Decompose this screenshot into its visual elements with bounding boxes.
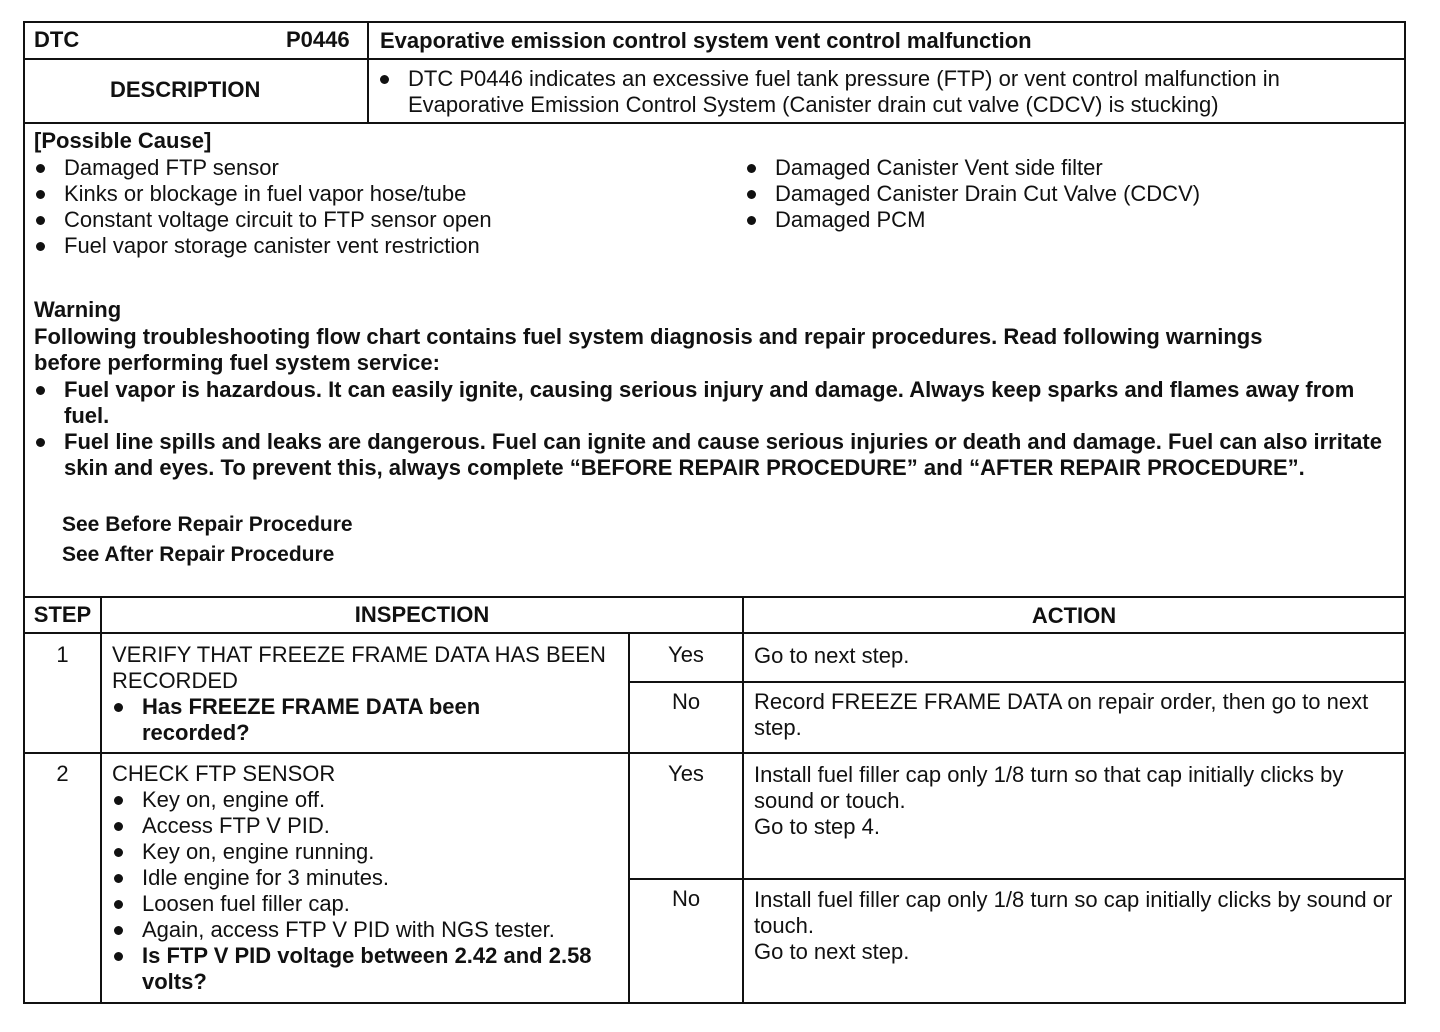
dtc-code: P0446 — [286, 27, 350, 52]
yes-label: Yes — [668, 761, 704, 786]
dtc-label: DTC — [34, 27, 80, 52]
warning-list — [32, 377, 1394, 481]
before-repair-link[interactable]: See Before Repair Procedure — [62, 513, 353, 536]
possible-cause-right-list — [743, 155, 1200, 233]
no-label: No — [671, 886, 701, 911]
rule-step2-yes — [628, 878, 1406, 880]
warning-item: Fuel line spills and leaks are dangerous. Fuel can ignite and cause serious injuries or death and damage. Fuel can also irritate skin and eyes. To prevent this, always complete “BEFORE REPAIR PROCEDURE” and “AFTER REPAIR PROCEDURE”. — [32, 429, 1394, 481]
cause-item: Damaged Canister Vent side filter — [743, 155, 1200, 181]
warning-item: Fuel vapor is hazardous. It can easily ignite, causing serious injury and damage. Always keep sparks and flames away from fuel. — [32, 377, 1394, 429]
no-action: Install fuel filler cap only 1/8 turn so cap initially clicks by sound or touch. — [754, 887, 1393, 938]
description-label: DESCRIPTION — [110, 77, 261, 102]
yes-action: Install fuel filler cap only 1/8 turn so that cap initially clicks by sound or touch. — [754, 762, 1344, 813]
dtc-title: Evaporative emission control system vent control malfunction — [380, 28, 1032, 53]
rule-header — [23, 58, 1406, 60]
step-bullet: Idle engine for 3 minutes. — [110, 865, 622, 891]
step-bullet: Again, access FTP V PID with NGS tester. — [110, 917, 622, 943]
rule-action-col — [742, 596, 744, 1004]
after-repair-link[interactable]: See After Repair Procedure — [62, 543, 335, 566]
col-inspection-header: INSPECTION — [354, 602, 490, 627]
col-step-header: STEP — [33, 602, 92, 627]
step-number: 1 — [56, 642, 69, 667]
yes-action: Go to next step. — [754, 643, 910, 668]
step-bullet: Key on, engine off. — [110, 787, 622, 813]
rule-description — [23, 122, 1406, 124]
no-action: Record FREEZE FRAME DATA on repair order, then go to next step. — [754, 689, 1369, 740]
step-bullet: Access FTP V PID. — [110, 813, 622, 839]
step-bullet-list — [110, 787, 622, 995]
cause-item: Kinks or blockage in fuel vapor hose/tube — [32, 181, 492, 207]
rule-step1-bottom — [23, 752, 1406, 754]
step-title: VERIFY THAT FREEZE FRAME DATA HAS BEEN RECORDED — [112, 642, 606, 693]
step-question: Is FTP V PID voltage between 2.42 and 2.58 volts? — [110, 943, 612, 995]
rule-step-col — [100, 596, 102, 1004]
no-label: No — [671, 689, 701, 714]
yes-action-goto: Go to step 4. — [754, 814, 880, 839]
cause-item: Fuel vapor storage canister vent restriction — [32, 233, 492, 259]
description-list — [376, 66, 1392, 118]
step-question-list — [110, 694, 615, 746]
step-title: CHECK FTP SENSOR — [112, 761, 336, 786]
possible-cause-heading: [Possible Cause] — [34, 128, 212, 153]
rule-step1-yes — [628, 681, 1406, 683]
possible-cause-left-list — [32, 155, 492, 259]
cause-item: Damaged FTP sensor — [32, 155, 492, 181]
cause-item: Damaged PCM — [743, 207, 1200, 233]
warning-heading: Warning — [34, 297, 122, 322]
cause-item: Constant voltage circuit to FTP sensor open — [32, 207, 492, 233]
step-question: Has FREEZE FRAME DATA been recorded? — [110, 694, 542, 746]
step-bullet: Key on, engine running. — [110, 839, 622, 865]
no-action-goto: Go to next step. — [754, 939, 910, 964]
warning-intro: Following troubleshooting flow chart contains fuel system diagnosis and repair procedures. Read following warnings before performing fuel system service: — [34, 324, 1263, 375]
rule-yesno-col — [628, 632, 630, 1004]
step-bullet: Loosen fuel filler cap. — [110, 891, 622, 917]
rule-header-divider — [367, 21, 369, 123]
rule-table-top — [23, 596, 1406, 598]
step-number: 2 — [56, 761, 69, 786]
col-action-header: ACTION — [1031, 603, 1117, 628]
cause-item: Damaged Canister Drain Cut Valve (CDCV) — [743, 181, 1200, 207]
rule-table-header — [23, 632, 1406, 634]
description-text: DTC P0446 indicates an excessive fuel tank pressure (FTP) or vent control malfunction in Evaporative Emission Control System (Canister drain cut valve (CDCV) is stucking) — [376, 66, 1388, 118]
yes-label: Yes — [668, 642, 704, 667]
